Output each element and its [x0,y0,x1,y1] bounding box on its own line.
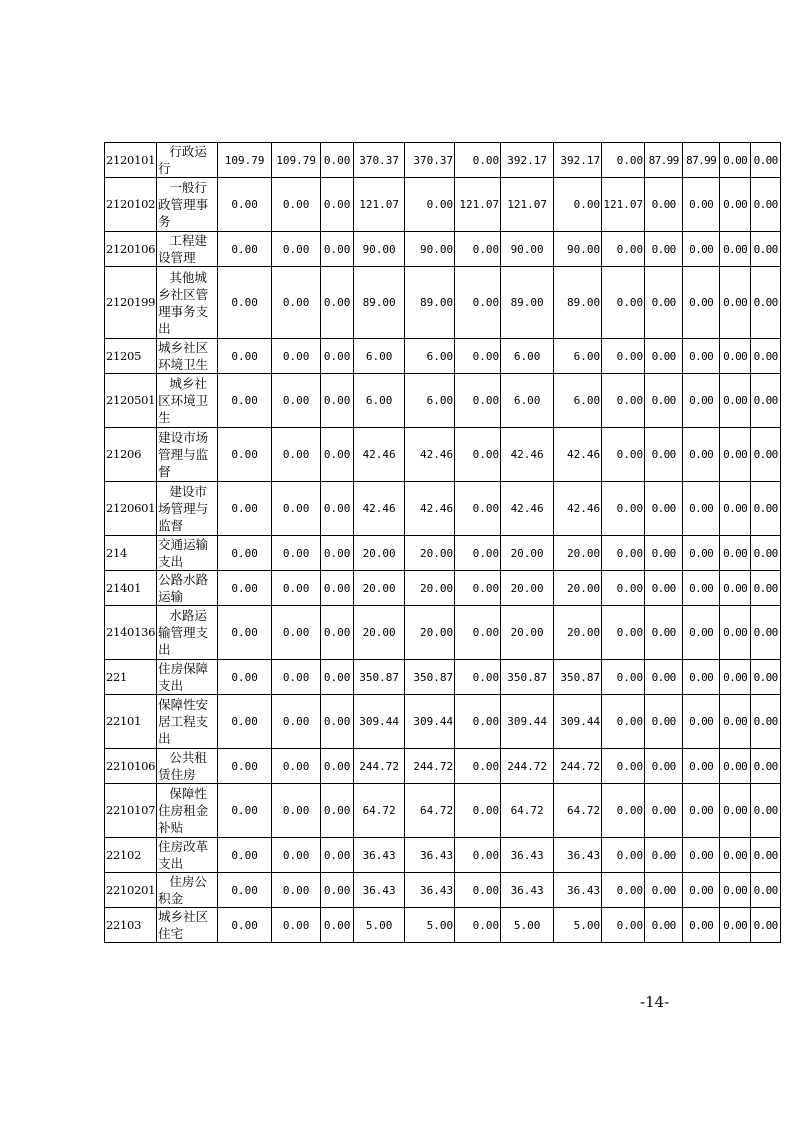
amount-cell: 0.00 [455,838,501,873]
subject-name-cell: 工程建设管理 [157,232,218,267]
amount-cell: 0.00 [720,232,751,267]
amount-cell: 0.00 [720,143,751,178]
table-row [105,660,781,695]
amount-cell: 0.00 [272,178,321,232]
amount-cell: 89.00 [354,267,405,339]
amount-cell: 0.00 [751,749,781,784]
amount-cell: 0.00 [720,660,751,695]
amount-cell: 87.99 [645,143,683,178]
amount-cell: 36.43 [354,838,405,873]
amount-cell: 0.00 [683,838,720,873]
amount-cell: 0.00 [720,695,751,749]
amount-cell: 0.00 [321,178,354,232]
subject-code-cell: 2120101 [105,143,157,178]
amount-cell: 0.00 [751,374,781,428]
subject-name-cell: 行政运行 [157,143,218,178]
amount-cell: 0.00 [602,232,645,267]
amount-cell: 64.72 [405,784,455,838]
budget-table [104,142,781,943]
amount-cell: 0.00 [645,339,683,374]
amount-cell: 0.00 [720,178,751,232]
amount-cell: 0.00 [751,660,781,695]
subject-code-cell: 221 [105,660,157,695]
amount-cell: 0.00 [321,784,354,838]
amount-cell: 0.00 [645,749,683,784]
amount-cell: 0.00 [321,339,354,374]
amount-cell: 244.72 [554,749,602,784]
subject-name-cell: 住房改革支出 [157,838,218,873]
subject-name-cell: 城乡社区环境卫生 [157,339,218,374]
amount-cell: 6.00 [501,339,554,374]
amount-cell: 0.00 [321,428,354,482]
amount-cell: 350.87 [354,660,405,695]
amount-cell: 0.00 [321,232,354,267]
amount-cell: 0.00 [272,267,321,339]
amount-cell: 0.00 [272,660,321,695]
amount-cell: 0.00 [602,536,645,571]
amount-cell: 0.00 [645,267,683,339]
amount-cell: 0.00 [751,339,781,374]
amount-cell: 90.00 [354,232,405,267]
amount-cell: 0.00 [751,143,781,178]
amount-cell: 0.00 [602,482,645,536]
subject-code-cell: 21401 [105,571,157,606]
amount-cell: 5.00 [501,908,554,943]
amount-cell: 20.00 [354,606,405,660]
table-row [105,838,781,873]
amount-cell: 350.87 [405,660,455,695]
amount-cell: 0.00 [602,571,645,606]
amount-cell: 370.37 [405,143,455,178]
amount-cell: 36.43 [501,873,554,908]
amount-cell: 0.00 [321,267,354,339]
amount-cell: 89.00 [501,267,554,339]
amount-cell: 20.00 [405,571,455,606]
amount-cell: 5.00 [354,908,405,943]
amount-cell: 0.00 [683,908,720,943]
amount-cell: 0.00 [272,873,321,908]
amount-cell: 0.00 [720,339,751,374]
amount-cell: 370.37 [354,143,405,178]
amount-cell: 20.00 [405,606,455,660]
amount-cell: 0.00 [272,908,321,943]
amount-cell: 0.00 [272,536,321,571]
subject-code-cell: 2120106 [105,232,157,267]
subject-code-cell: 22102 [105,838,157,873]
amount-cell: 0.00 [455,143,501,178]
amount-cell: 244.72 [354,749,405,784]
amount-cell: 0.00 [321,873,354,908]
amount-cell: 0.00 [683,749,720,784]
amount-cell: 0.00 [645,695,683,749]
subject-name-cell: 城乡社区住宅 [157,908,218,943]
table-row [105,695,781,749]
amount-cell: 0.00 [720,873,751,908]
amount-cell: 0.00 [218,482,272,536]
amount-cell: 0.00 [272,784,321,838]
amount-cell: 42.46 [354,428,405,482]
amount-cell: 0.00 [720,374,751,428]
amount-cell: 0.00 [321,749,354,784]
amount-cell: 0.00 [272,749,321,784]
table-row [105,339,781,374]
subject-name-cell: 保障性安居工程支出 [157,695,218,749]
amount-cell: 0.00 [455,571,501,606]
amount-cell: 20.00 [354,571,405,606]
amount-cell: 0.00 [645,660,683,695]
amount-cell: 36.43 [405,838,455,873]
table-row [105,178,781,232]
amount-cell: 0.00 [683,428,720,482]
amount-cell: 20.00 [554,606,602,660]
subject-name-cell: 交通运输支出 [157,536,218,571]
amount-cell: 0.00 [455,374,501,428]
amount-cell: 0.00 [455,482,501,536]
amount-cell: 109.79 [272,143,321,178]
amount-cell: 0.00 [321,571,354,606]
table-row [105,873,781,908]
amount-cell: 6.00 [501,374,554,428]
subject-code-cell: 2120102 [105,178,157,232]
amount-cell: 0.00 [272,606,321,660]
amount-cell: 0.00 [751,536,781,571]
subject-name-cell: 建设市场管理与监督 [157,428,218,482]
amount-cell: 0.00 [272,232,321,267]
amount-cell: 0.00 [272,339,321,374]
amount-cell: 121.07 [501,178,554,232]
amount-cell: 0.00 [645,428,683,482]
amount-cell: 89.00 [554,267,602,339]
amount-cell: 0.00 [683,482,720,536]
amount-cell: 42.46 [405,428,455,482]
amount-cell: 0.00 [455,339,501,374]
table-row [105,571,781,606]
table-row [105,784,781,838]
amount-cell: 0.00 [602,339,645,374]
amount-cell: 64.72 [501,784,554,838]
amount-cell: 0.00 [455,428,501,482]
amount-cell: 0.00 [218,374,272,428]
amount-cell: 42.46 [501,482,554,536]
amount-cell: 0.00 [218,873,272,908]
amount-cell: 0.00 [218,571,272,606]
amount-cell: 392.17 [501,143,554,178]
amount-cell: 0.00 [321,143,354,178]
amount-cell: 0.00 [645,784,683,838]
amount-cell: 42.46 [554,482,602,536]
amount-cell: 244.72 [405,749,455,784]
subject-code-cell: 2210107 [105,784,157,838]
amount-cell: 6.00 [405,374,455,428]
subject-code-cell: 2120501 [105,374,157,428]
amount-cell: 0.00 [720,908,751,943]
amount-cell: 6.00 [554,374,602,428]
table-row [105,606,781,660]
subject-code-cell: 22101 [105,695,157,749]
amount-cell: 0.00 [751,232,781,267]
table-row [105,374,781,428]
amount-cell: 20.00 [554,571,602,606]
amount-cell: 0.00 [455,908,501,943]
amount-cell: 0.00 [683,339,720,374]
amount-cell: 309.44 [554,695,602,749]
amount-cell: 0.00 [602,873,645,908]
amount-cell: 0.00 [321,536,354,571]
amount-cell: 90.00 [405,232,455,267]
subject-name-cell: 公路水路运输 [157,571,218,606]
amount-cell: 36.43 [554,838,602,873]
amount-cell: 0.00 [218,749,272,784]
amount-cell: 0.00 [602,784,645,838]
amount-cell: 309.44 [405,695,455,749]
subject-code-cell: 21205 [105,339,157,374]
amount-cell: 0.00 [218,606,272,660]
amount-cell: 0.00 [751,908,781,943]
amount-cell: 0.00 [683,232,720,267]
amount-cell: 42.46 [501,428,554,482]
amount-cell: 0.00 [720,838,751,873]
amount-cell: 0.00 [455,267,501,339]
amount-cell: 0.00 [751,695,781,749]
amount-cell: 0.00 [751,873,781,908]
amount-cell: 0.00 [218,784,272,838]
amount-cell: 350.87 [554,660,602,695]
amount-cell: 0.00 [645,482,683,536]
amount-cell: 0.00 [321,606,354,660]
amount-cell: 0.00 [272,374,321,428]
amount-cell: 0.00 [218,838,272,873]
amount-cell: 42.46 [405,482,455,536]
amount-cell: 0.00 [683,374,720,428]
amount-cell: 0.00 [645,606,683,660]
amount-cell: 0.00 [218,536,272,571]
amount-cell: 6.00 [354,374,405,428]
subject-name-cell: 建设市场管理与监督 [157,482,218,536]
amount-cell: 0.00 [455,536,501,571]
amount-cell: 0.00 [751,571,781,606]
table-body [105,143,781,943]
amount-cell: 0.00 [321,374,354,428]
amount-cell: 0.00 [751,267,781,339]
amount-cell: 121.07 [354,178,405,232]
amount-cell: 121.07 [602,178,645,232]
amount-cell: 0.00 [645,873,683,908]
amount-cell: 0.00 [751,178,781,232]
amount-cell: 0.00 [683,178,720,232]
amount-cell: 0.00 [683,571,720,606]
amount-cell: 20.00 [501,536,554,571]
amount-cell: 36.43 [405,873,455,908]
amount-cell: 0.00 [554,178,602,232]
amount-cell: 5.00 [405,908,455,943]
amount-cell: 0.00 [645,571,683,606]
amount-cell: 350.87 [501,660,554,695]
amount-cell: 42.46 [554,428,602,482]
amount-cell: 0.00 [602,838,645,873]
amount-cell: 64.72 [354,784,405,838]
amount-cell: 0.00 [645,178,683,232]
amount-cell: 6.00 [405,339,455,374]
amount-cell: 0.00 [645,232,683,267]
amount-cell: 392.17 [554,143,602,178]
amount-cell: 0.00 [218,660,272,695]
amount-cell: 0.00 [683,695,720,749]
amount-cell: 309.44 [354,695,405,749]
amount-cell: 5.00 [554,908,602,943]
subject-code-cell: 214 [105,536,157,571]
amount-cell: 0.00 [751,606,781,660]
amount-cell: 0.00 [218,428,272,482]
amount-cell: 0.00 [683,606,720,660]
table-row [105,143,781,178]
amount-cell: 0.00 [272,482,321,536]
amount-cell: 0.00 [602,695,645,749]
amount-cell: 0.00 [321,660,354,695]
amount-cell: 89.00 [405,267,455,339]
amount-cell: 36.43 [354,873,405,908]
amount-cell: 0.00 [321,695,354,749]
amount-cell: 0.00 [218,908,272,943]
amount-cell: 20.00 [501,606,554,660]
subject-name-cell: 其他城乡社区管理事务支出 [157,267,218,339]
amount-cell: 20.00 [354,536,405,571]
amount-cell: 0.00 [218,267,272,339]
table-row [105,232,781,267]
subject-name-cell: 住房保障支出 [157,660,218,695]
subject-code-cell: 2120601 [105,482,157,536]
amount-cell: 0.00 [751,784,781,838]
amount-cell: 36.43 [501,838,554,873]
page-number: -14- [640,993,670,1011]
subject-name-cell: 一般行政管理事务 [157,178,218,232]
subject-name-cell: 住房公积金 [157,873,218,908]
amount-cell: 0.00 [602,267,645,339]
amount-cell: 0.00 [272,838,321,873]
amount-cell: 87.99 [683,143,720,178]
amount-cell: 0.00 [455,784,501,838]
amount-cell: 0.00 [321,908,354,943]
amount-cell: 0.00 [602,660,645,695]
amount-cell: 0.00 [602,908,645,943]
amount-cell: 109.79 [218,143,272,178]
amount-cell: 0.00 [683,784,720,838]
amount-cell: 0.00 [455,232,501,267]
amount-cell: 0.00 [645,374,683,428]
amount-cell: 0.00 [602,374,645,428]
table-row [105,749,781,784]
amount-cell: 0.00 [751,838,781,873]
amount-cell: 0.00 [720,571,751,606]
amount-cell: 0.00 [272,428,321,482]
amount-cell: 0.00 [321,482,354,536]
subject-name-cell: 城乡社区环境卫生 [157,374,218,428]
amount-cell: 0.00 [218,339,272,374]
table-row [105,908,781,943]
subject-name-cell: 公共租赁住房 [157,749,218,784]
amount-cell: 64.72 [554,784,602,838]
amount-cell: 0.00 [218,232,272,267]
subject-code-cell: 2140136 [105,606,157,660]
amount-cell: 6.00 [354,339,405,374]
table-row [105,536,781,571]
amount-cell: 0.00 [602,606,645,660]
amount-cell: 90.00 [554,232,602,267]
amount-cell: 20.00 [405,536,455,571]
amount-cell: 20.00 [554,536,602,571]
amount-cell: 0.00 [218,695,272,749]
table-row [105,428,781,482]
amount-cell: 0.00 [455,660,501,695]
subject-code-cell: 2120199 [105,267,157,339]
amount-cell: 121.07 [455,178,501,232]
amount-cell: 0.00 [321,838,354,873]
amount-cell: 309.44 [501,695,554,749]
amount-cell: 0.00 [602,428,645,482]
amount-cell: 0.00 [455,695,501,749]
amount-cell: 0.00 [720,784,751,838]
subject-name-cell: 水路运输管理支出 [157,606,218,660]
amount-cell: 0.00 [683,660,720,695]
amount-cell: 0.00 [602,143,645,178]
amount-cell: 0.00 [720,606,751,660]
amount-cell: 0.00 [405,178,455,232]
amount-cell: 0.00 [218,178,272,232]
amount-cell: 0.00 [720,749,751,784]
amount-cell: 0.00 [645,908,683,943]
subject-code-cell: 2210106 [105,749,157,784]
amount-cell: 0.00 [455,873,501,908]
amount-cell: 0.00 [272,695,321,749]
subject-name-cell: 保障性住房租金补贴 [157,784,218,838]
amount-cell: 0.00 [645,838,683,873]
table-row [105,267,781,339]
amount-cell: 0.00 [683,536,720,571]
amount-cell: 0.00 [272,571,321,606]
amount-cell: 0.00 [751,482,781,536]
amount-cell: 0.00 [751,428,781,482]
amount-cell: 0.00 [720,267,751,339]
table-row [105,482,781,536]
amount-cell: 0.00 [720,428,751,482]
subject-code-cell: 22103 [105,908,157,943]
amount-cell: 0.00 [683,267,720,339]
amount-cell: 0.00 [645,536,683,571]
amount-cell: 20.00 [501,571,554,606]
amount-cell: 36.43 [554,873,602,908]
subject-code-cell: 21206 [105,428,157,482]
amount-cell: 42.46 [354,482,405,536]
amount-cell: 0.00 [455,606,501,660]
amount-cell: 244.72 [501,749,554,784]
amount-cell: 0.00 [720,536,751,571]
subject-code-cell: 2210201 [105,873,157,908]
amount-cell: 90.00 [501,232,554,267]
amount-cell: 0.00 [455,749,501,784]
amount-cell: 0.00 [683,873,720,908]
amount-cell: 0.00 [602,749,645,784]
amount-cell: 6.00 [554,339,602,374]
amount-cell: 0.00 [720,482,751,536]
